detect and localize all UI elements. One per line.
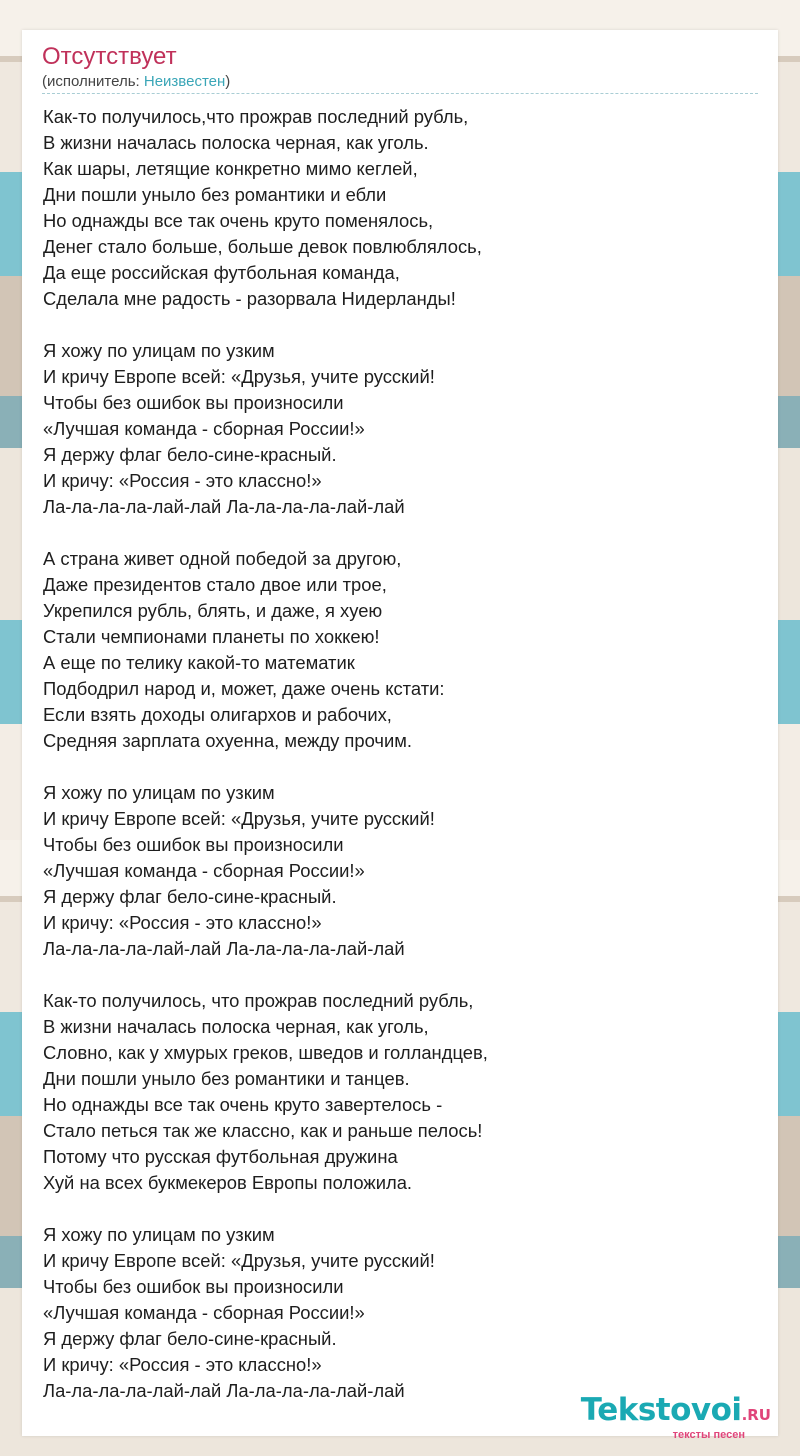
lyric-line: Я хожу по улицам по узким — [43, 1224, 275, 1245]
lyric-line: Я держу флаг бело-сине-красный. — [43, 886, 337, 907]
lyric-line: Ла-ла-ла-ла-лай-лай Ла-ла-ла-ла-лай-лай — [43, 1380, 405, 1401]
artist-suffix: ) — [225, 73, 231, 90]
logo-wordmark — [581, 1393, 771, 1432]
lyric-line: И кричу: «Россия - это классно!» — [43, 470, 322, 491]
lyric-line: Денег стало больше, больше девок повлюблялось, — [43, 236, 482, 257]
lyric-line: Сделала мне радость - разорвала Нидерланды! — [43, 288, 456, 309]
lyric-line: Дни пошли уныло без романтики и танцев. — [43, 1068, 410, 1089]
stanza-break — [43, 754, 743, 780]
lyric-line: Подбодрил народ и, может, даже очень кстати: — [43, 678, 445, 699]
lyric-line: И кричу: «Россия - это классно!» — [43, 1354, 322, 1375]
artist-link[interactable]: Неизвестен — [143, 73, 226, 90]
artist-prefix: (исполнитель: — [42, 73, 144, 90]
lyrics-body — [43, 104, 743, 1404]
lyric-line: Чтобы без ошибок вы произносили — [43, 392, 344, 413]
lyric-line: Как шары, летящие конкретно мимо кеглей, — [43, 158, 418, 179]
stanza-break — [43, 962, 743, 988]
title-divider — [42, 93, 758, 94]
lyric-line: Словно, как у хмурых греков, шведов и голландцев, — [43, 1042, 488, 1063]
lyric-line: Да еще российская футбольная команда, — [43, 262, 400, 283]
lyric-line: Но однажды все так очень круто завертелось - — [43, 1094, 443, 1115]
lyric-line: Укрепился рубль, блять, и даже, я хуею — [43, 600, 383, 621]
lyric-line: В жизни началась полоска черная, как уголь. — [43, 132, 429, 153]
lyric-line: «Лучшая команда - сборная России!» — [43, 418, 365, 439]
lyric-line: В жизни началась полоска черная, как уголь, — [43, 1016, 429, 1037]
stanza-break — [43, 312, 743, 338]
lyric-line: Я держу флаг бело-сине-красный. — [43, 444, 337, 465]
lyric-line: Я держу флаг бело-сине-красный. — [43, 1328, 337, 1349]
lyric-line: Потому что русская футбольная дружина — [43, 1146, 398, 1167]
lyric-line: Я хожу по улицам по узким — [43, 340, 275, 361]
lyric-line: И кричу Европе всей: «Друзья, учите русский! — [43, 808, 435, 829]
lyric-line: Если взять доходы олигархов и рабочих, — [43, 704, 392, 725]
lyric-line: Чтобы без ошибок вы произносили — [43, 834, 344, 855]
lyric-line: Как-то получилось,что прожрав последний рубль, — [43, 106, 469, 127]
lyric-line: «Лучшая команда - сборная России!» — [43, 1302, 365, 1323]
logo-name: Tekstovoi — [580, 1392, 742, 1428]
lyric-line: А страна живет одной победой за другою, — [43, 548, 402, 569]
lyric-line: Стало петься так же классно, как и раньше пелось! — [43, 1120, 483, 1141]
lyric-line: Ла-ла-ла-ла-лай-лай Ла-ла-ла-ла-лай-лай — [43, 938, 405, 959]
song-title: Отсутствует — [42, 43, 177, 70]
lyric-line: И кричу Европе всей: «Друзья, учите русский! — [43, 1250, 435, 1271]
stanza-break — [43, 520, 743, 546]
lyric-line: Средняя зарплата охуенна, между прочим. — [43, 730, 413, 751]
lyric-line: Как-то получилось, что прожрав последний рубль, — [43, 990, 474, 1011]
logo-tld: .RU — [741, 1406, 771, 1424]
lyric-line: Ла-ла-ла-ла-лай-лай Ла-ла-ла-ла-лай-лай — [43, 496, 405, 517]
lyric-line: И кричу Европе всей: «Друзья, учите русский! — [43, 366, 435, 387]
lyric-line: Но однажды все так очень круто поменялось, — [43, 210, 434, 231]
lyric-line: А еще по телику какой-то математик — [43, 652, 355, 673]
lyric-line: Стали чемпионами планеты по хоккею! — [43, 626, 380, 647]
logo-tagline: тексты песен — [672, 1429, 745, 1441]
stanza-break — [43, 1196, 743, 1222]
lyric-line: И кричу: «Россия - это классно!» — [43, 912, 322, 933]
lyric-line: Дни пошли уныло без романтики и ебли — [43, 184, 387, 205]
lyric-line: Хуй на всех букмекеров Европы положила. — [43, 1172, 413, 1193]
lyric-line: Даже президентов стало двое или трое, — [43, 574, 387, 595]
lyric-line: Я хожу по улицам по узким — [43, 782, 275, 803]
lyric-line: «Лучшая команда - сборная России!» — [43, 860, 365, 881]
lyric-line: Чтобы без ошибок вы произносили — [43, 1276, 344, 1297]
site-logo[interactable] — [581, 1393, 771, 1441]
artist-line — [42, 72, 230, 92]
